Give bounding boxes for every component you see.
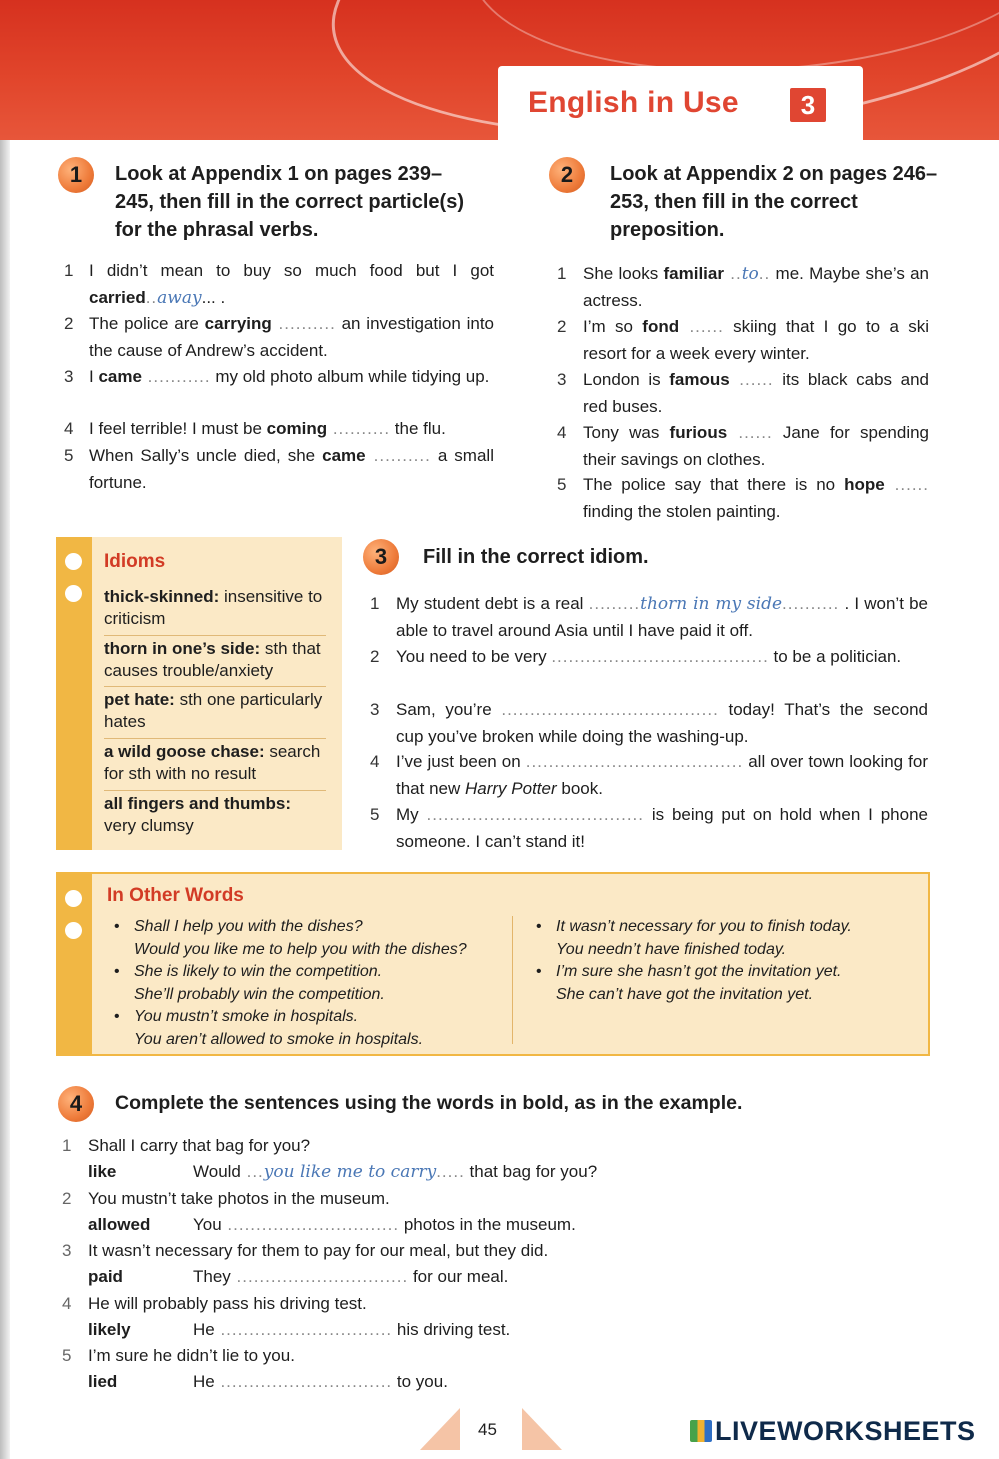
footer-ornament-left xyxy=(420,1408,460,1450)
ex3-item-title: Harry Potter xyxy=(465,778,557,798)
ex4-item-sentence: He will probably pass his driving test. xyxy=(88,1293,367,1313)
ex1-answer-gap[interactable]: .......... xyxy=(365,446,431,465)
left-original: • You mustn’t smoke in hospitals. xyxy=(134,1008,359,1025)
ex3-item-pre: My student debt is a real xyxy=(396,594,589,613)
ex1-answer[interactable]: away xyxy=(157,287,202,308)
ex4-item-number: 2 xyxy=(62,1188,72,1208)
ex1-item-text xyxy=(64,364,494,391)
ex3-answer-gap[interactable]: ...................................... xyxy=(525,752,744,771)
ex1-item-number: 1 xyxy=(64,261,74,280)
ex1-item xyxy=(64,311,494,364)
exercise-2-badge: 2 xyxy=(549,157,585,193)
ex2-item-text xyxy=(557,261,929,314)
in-other-words-right-list xyxy=(534,916,924,1006)
liveworksheets-logo-text: LIVEWORKSHEETS xyxy=(715,1416,976,1446)
ex2-item xyxy=(557,420,929,473)
right-item xyxy=(534,916,924,961)
ex1-item xyxy=(64,443,494,496)
ex3-item xyxy=(370,644,928,671)
ex3-answer[interactable]: thorn in my side xyxy=(640,594,783,614)
ex2-answer-gap[interactable]: ...... xyxy=(884,475,929,494)
ex3-answer-gap[interactable]: ...................................... xyxy=(551,647,769,666)
ex1-item-keyword: carried xyxy=(89,287,146,307)
ex3-item-text xyxy=(370,591,928,644)
ex1-item-number: 5 xyxy=(64,446,74,465)
ex3-answer-gap-end[interactable]: .......... xyxy=(782,594,840,613)
idiom-entry xyxy=(104,635,326,682)
ex2-item-pre: Tony was xyxy=(583,423,670,442)
idiom-definition: insensitive to criticism xyxy=(104,587,323,628)
ex4-sentence-start: You xyxy=(193,1214,222,1234)
ex4-answer-gap[interactable]: .............................. xyxy=(214,1319,393,1339)
ex4-sentence-start: Would xyxy=(193,1162,241,1181)
ex4-answer-gap-end[interactable]: ..... xyxy=(436,1162,465,1181)
ex2-item xyxy=(557,261,929,314)
left-item xyxy=(112,1006,512,1051)
ex3-item-pre: You need to be very xyxy=(396,647,552,666)
idiom-definition: search for sth with no result xyxy=(104,742,321,783)
ex3-item-pre: I’ve just been on xyxy=(396,752,526,771)
ex1-item-keyword: came xyxy=(322,446,366,465)
ex2-item-number: 2 xyxy=(557,317,567,336)
ex4-key-word: allowed xyxy=(88,1214,151,1234)
left-paraphrase: Would you like me to help you with the dishes? xyxy=(134,940,467,958)
ex3-item-number: 5 xyxy=(370,805,380,824)
ex4-sentence-start: They xyxy=(193,1267,231,1287)
bullet-dot xyxy=(65,890,82,907)
idiom-entry xyxy=(104,790,326,837)
ex1-answer-gap[interactable]: .......... xyxy=(327,419,391,438)
ex2-item-number: 5 xyxy=(557,475,567,494)
left-original: • Shall I help you with the dishes? xyxy=(134,918,363,935)
ex1-item-post: the flu. xyxy=(390,419,446,438)
ex3-answer-gap[interactable]: ......... xyxy=(588,594,641,613)
ex3-item xyxy=(370,591,928,644)
ex1-answer-gap[interactable]: ........... xyxy=(141,367,211,386)
ex4-sentence-end: that bag for you? xyxy=(464,1162,598,1181)
right-item xyxy=(534,961,924,1006)
ex3-item-pre: My xyxy=(396,805,427,824)
ex4-item-number: 4 xyxy=(62,1293,72,1313)
idiom-term: pet hate: xyxy=(104,690,175,709)
ex4-item-sentence-row xyxy=(62,1343,295,1369)
ex1-item-pre: I xyxy=(89,367,99,386)
ex1-item-text xyxy=(64,258,494,311)
ex4-item-sentence: You mustn’t take photos in the museum. xyxy=(88,1188,390,1208)
ex4-item-sentence-row xyxy=(62,1186,390,1212)
ex2-item-post: finding the stolen painting. xyxy=(583,501,781,521)
ex4-key-word: lied xyxy=(88,1372,118,1392)
ex2-item-text xyxy=(557,472,929,525)
ex4-answer[interactable]: you like me to carry xyxy=(263,1162,437,1182)
ex2-item xyxy=(557,314,929,367)
ex2-item-keyword: fond xyxy=(642,317,680,336)
ex3-answer-gap[interactable]: ...................................... xyxy=(501,700,719,719)
ex4-item-answer-row xyxy=(88,1317,510,1343)
idiom-term: a wild goose chase: xyxy=(104,742,265,761)
ex2-answer-gap[interactable]: ...... xyxy=(679,317,724,336)
section-title: English in Use xyxy=(528,86,739,119)
right-original: • It wasn’t necessary for you to finish today. xyxy=(556,918,852,935)
ex4-item-sentence-row xyxy=(62,1238,548,1264)
idiom-definition: sth one particularly hates xyxy=(104,690,323,731)
exercise-4-badge: 4 xyxy=(58,1086,94,1122)
ex3-item-post: today! That’s the second cup you’ve broken while doing the washing-up. xyxy=(396,700,928,746)
ex2-item-keyword: hope xyxy=(844,475,885,494)
idiom-entry xyxy=(104,686,326,733)
liveworksheets-logo-icon xyxy=(690,1420,712,1442)
ex1-answer-gap[interactable]: .. xyxy=(145,287,158,307)
ex1-item-pre: When Sally’s uncle died, she xyxy=(89,446,323,465)
ex3-item-text xyxy=(370,749,928,802)
ex2-item-post: me. Maybe she’s an actress. xyxy=(583,264,930,310)
in-other-words-title: In Other Words xyxy=(107,885,244,906)
unit-badge: 3 xyxy=(790,88,826,122)
ex1-item-post: a small fortune. xyxy=(89,446,494,492)
ex1-item-number: 4 xyxy=(64,419,74,438)
ex1-item-keyword: came xyxy=(98,367,142,386)
ex2-item-number: 1 xyxy=(557,264,567,283)
ex2-item-keyword: furious xyxy=(669,423,728,442)
ex4-item-number: 1 xyxy=(62,1136,72,1155)
ex3-item-post: . I won’t be able to travel around Asia until I have paid it off. xyxy=(396,594,929,640)
ex2-item-post: Jane for spending their savings on clothes. xyxy=(583,423,930,469)
footer-ornament-right xyxy=(522,1408,562,1450)
ex4-item-sentence-row xyxy=(62,1291,367,1317)
ex1-item-keyword: coming xyxy=(266,419,328,438)
ex1-item xyxy=(64,258,494,311)
ex1-item-post: my old photo album while tidying up. xyxy=(210,367,490,386)
ex4-item-sentence: It wasn’t necessary for them to pay for our meal, but they did. xyxy=(88,1241,549,1261)
ex1-item-pre: I feel terrible! I must be xyxy=(89,419,267,438)
ex1-item-number: 3 xyxy=(64,367,74,386)
ex4-item-number: 3 xyxy=(62,1241,72,1261)
ex3-item-number: 3 xyxy=(370,700,380,719)
ex3-item-post: to be a politician. xyxy=(768,647,902,666)
ex1-item-text xyxy=(64,416,494,443)
left-paraphrase: You aren’t allowed to smoke in hospitals. xyxy=(134,1030,424,1048)
ex4-key-word: paid xyxy=(88,1267,123,1287)
in-other-words-bar xyxy=(56,874,92,1054)
ex4-item-sentence: I’m sure he didn’t lie to you. xyxy=(88,1346,295,1366)
ex4-item-sentence: Shall I carry that bag for you? xyxy=(88,1136,311,1155)
column-divider xyxy=(512,916,513,1044)
ex2-item xyxy=(557,367,929,420)
ex4-item-answer-row xyxy=(88,1264,508,1290)
ex1-item-number: 2 xyxy=(64,314,74,333)
book-spine-shadow xyxy=(0,140,10,1459)
page-number: 45 xyxy=(478,1420,497,1439)
ex2-item-text xyxy=(557,367,929,420)
ex2-item-post: skiing that I go to a ski resort for a week every winter. xyxy=(583,317,930,363)
ex2-item-post: its black cabs and red buses. xyxy=(583,370,930,416)
idiom-term: thick-skinned: xyxy=(104,587,220,606)
ex3-item xyxy=(370,749,928,802)
left-paraphrase: She’ll probably win the competition. xyxy=(134,985,385,1003)
liveworksheets-logo[interactable] xyxy=(690,1416,976,1447)
ex2-item-text xyxy=(557,314,929,367)
exercise-2-instruction: Look at Appendix 2 on pages 246–253, then fill in the correct preposition. xyxy=(610,163,938,241)
ex2-item-pre: She looks xyxy=(583,264,664,283)
idiom-definition: very clumsy xyxy=(104,816,194,835)
idiom-term: thorn in one’s side: xyxy=(104,639,261,658)
ex3-item-post: all over town looking for that new xyxy=(396,752,928,798)
ex2-item-pre: I’m so xyxy=(583,317,643,336)
idiom-entry xyxy=(104,584,326,630)
ex4-sentence-end: his driving test. xyxy=(392,1319,511,1339)
ex3-item-text xyxy=(370,697,928,750)
idioms-title: Idioms xyxy=(104,551,166,572)
ex1-item-text xyxy=(64,443,494,496)
ex2-item-pre: The police say that there is no xyxy=(583,475,845,494)
ex2-answer-gap[interactable]: .. xyxy=(723,264,742,283)
left-item xyxy=(112,916,512,961)
ex2-item-pre: London is xyxy=(583,370,670,389)
exercise-1-badge: 1 xyxy=(58,157,94,193)
ex3-item xyxy=(370,802,928,855)
idiom-definition: sth that causes trouble/anxiety xyxy=(104,639,321,680)
ex1-item-post: ... . xyxy=(201,287,226,307)
ex3-item-number: 2 xyxy=(370,647,380,666)
idiom-entry xyxy=(104,738,326,785)
ex3-item-post2: book. xyxy=(556,778,603,798)
ex1-item xyxy=(64,416,494,443)
ex2-item-text xyxy=(557,420,929,473)
bullet-dot xyxy=(65,553,82,570)
ex2-item-keyword: famous xyxy=(669,370,730,389)
ex1-item-pre: I didn’t mean to buy so much food but I got xyxy=(89,261,494,280)
left-item xyxy=(112,961,512,1006)
ex3-item-text xyxy=(370,802,928,855)
right-paraphrase: She can’t have got the invitation yet. xyxy=(556,985,814,1003)
ex1-item-pre: The police are xyxy=(89,314,205,333)
ex2-item-number: 3 xyxy=(557,370,567,389)
ex2-answer-gap[interactable]: ...... xyxy=(727,423,773,442)
ex1-item-keyword: carrying xyxy=(204,314,272,333)
ex4-answer-gap[interactable]: .............................. xyxy=(221,1214,400,1234)
right-paraphrase: You needn’t have finished today. xyxy=(556,940,787,958)
ex2-item xyxy=(557,472,929,525)
ex3-item xyxy=(370,697,928,750)
ex3-item-number: 4 xyxy=(370,752,380,771)
idioms-box-bar xyxy=(56,537,92,850)
ex4-answer-gap[interactable]: .............................. xyxy=(214,1372,393,1392)
ex4-item-number: 5 xyxy=(62,1346,72,1366)
ex4-key-word: like xyxy=(88,1162,117,1181)
ex2-item-number: 4 xyxy=(557,423,567,442)
ex3-answer-gap[interactable]: ...................................... xyxy=(426,805,644,824)
ex2-answer[interactable]: to xyxy=(741,264,759,284)
ex3-item-pre: Sam, you’re xyxy=(396,700,502,719)
exercise-3-badge: 3 xyxy=(363,539,399,575)
exercise-4-instruction: Complete the sentences using the words in bold, as in the example. xyxy=(115,1092,743,1114)
ex2-item-keyword: familiar xyxy=(663,264,724,283)
ex4-answer-gap[interactable]: ... xyxy=(240,1162,264,1181)
ex4-item-sentence-row xyxy=(62,1133,310,1159)
in-other-words-left-list xyxy=(112,916,512,1051)
idiom-term: all fingers and thumbs: xyxy=(104,794,292,813)
bullet-dot xyxy=(65,585,82,602)
ex1-answer-gap[interactable]: .......... xyxy=(271,314,336,333)
ex3-item-text xyxy=(370,644,928,671)
exercise-1-instruction: Look at Appendix 1 on pages 239–245, then fill in the correct particle(s) for the phrasal verbs. xyxy=(115,163,464,241)
exercise-3-instruction: Fill in the correct idiom. xyxy=(423,546,649,568)
ex4-sentence-end: photos in the museum. xyxy=(399,1214,576,1234)
bullet-dot xyxy=(65,922,82,939)
right-original: • I’m sure she hasn’t got the invitation yet. xyxy=(556,963,842,980)
ex4-sentence-start: He xyxy=(193,1372,215,1392)
ex4-item-answer-row xyxy=(88,1369,448,1395)
ex4-sentence-start: He xyxy=(193,1319,215,1339)
ex1-item xyxy=(64,364,494,391)
ex1-item-post: an investigation into the cause of Andrew’s accident. xyxy=(89,314,494,360)
ex4-sentence-end: for our meal. xyxy=(408,1267,509,1287)
ex1-item-text xyxy=(64,311,494,364)
ex2-answer-gap-end[interactable]: .. xyxy=(758,264,771,283)
ex3-item-number: 1 xyxy=(370,594,380,613)
ex4-item-answer-row xyxy=(88,1212,576,1238)
ex4-answer-gap[interactable]: .............................. xyxy=(230,1267,409,1287)
ex2-answer-gap[interactable]: ...... xyxy=(729,370,774,389)
ex4-key-word: likely xyxy=(88,1319,131,1339)
ex4-sentence-end: to you. xyxy=(392,1372,448,1392)
ex4-item-answer-row xyxy=(88,1159,597,1185)
left-original: • She is likely to win the competition. xyxy=(134,963,383,980)
ex3-item-post: is being put on hold when I phone someone. I can’t stand it! xyxy=(396,805,928,851)
